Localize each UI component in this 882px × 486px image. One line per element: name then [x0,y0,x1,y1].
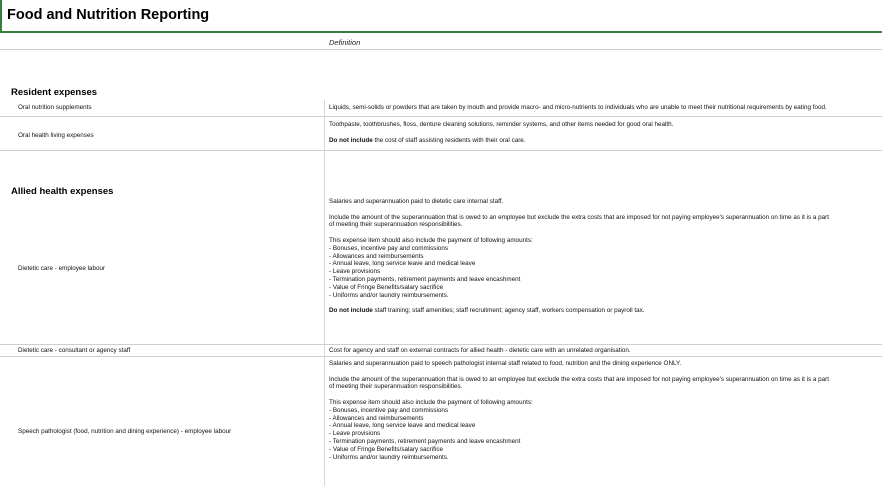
list-item: - Annual leave, long service leave and medical leave [329,260,476,268]
definition-column-header: Definition [329,38,361,47]
list-item: - Allowances and reimbursements [329,414,424,422]
section-heading-allied: Allied health expenses [11,186,114,197]
superannuation-text-cont: of meeting their superannuation responsibilities. [329,383,463,391]
row-divider [0,116,882,117]
list-item: - Allowances and reimbursements [329,252,424,260]
superannuation-text-cont: of meeting their superannuation responsibilities. [329,221,463,229]
list-item: - Bonuses, incentive pay and commissions [329,244,448,252]
list-item: - Annual leave, long service leave and medical leave [329,422,476,430]
list-item: - Termination payments, retirement payments and leave encashment [329,437,521,445]
page-title: Food and Nutrition Reporting [7,7,210,23]
row-label-oral-health: Oral health living expenses [18,132,94,139]
superannuation-text: Include the amount of the superannuation that is owed to an employee but exclude the extra costs that are imposed for not paying employee's superannuation on time as it is a part [329,213,830,221]
list-item: - Value of Fringe Benefits/salary sacrifice [329,283,443,291]
list-item: - Uniforms and/or laundry reimbursements. [329,453,449,461]
exclusion-text [329,137,673,145]
row-label-dietetic-employee: Dietetic care - employee labour [18,265,106,272]
definition-text: Salaries and superannuation paid to speech pathologist internal staff related to food, nutrition and the dining experience ONLY. [329,360,682,367]
list-item: - Value of Fringe Benefits/salary sacrifice [329,445,443,453]
exclusion-bold: Do not include [329,136,373,144]
title-bar [0,0,882,33]
header-divider [0,49,882,50]
list-item: - Leave provisions [329,430,381,438]
definition-text: Toothpaste, toothbrushes, floss, denture cleaning solutions, reminder systems, and other items needed for good oral health. [329,121,674,128]
row-label-dietetic-consultant: Dietetic care - consultant or agency staff [18,347,131,354]
row-label-speech-pathologist: Speech pathologist (food, nutrition and dining experience) - employee labour [18,428,232,435]
list-item: - Leave provisions [329,268,381,276]
exclusion-bold: Do not include [329,307,373,315]
row-divider [0,344,882,345]
list-item: - Bonuses, incentive pay and commissions [329,406,448,414]
row-label-oral-nutrition: Oral nutrition supplements [18,104,92,111]
include-intro: This expense item should also include the payment of following amounts: [329,236,533,244]
row-definition-dietetic-employee [329,198,829,315]
list-item: - Termination payments, retirement payments and leave encashment [329,275,521,283]
column-divider [324,100,325,486]
superannuation-text: Include the amount of the superannuation that is owed to an employee but exclude the extra costs that are imposed for not paying employee's superannuation on time as it is a part [329,375,830,383]
definition-text: Cost for agency and staff on external contracts for allied health - dietetic care with an unrelated organisation. [329,347,631,354]
exclusion-text [329,307,829,315]
row-definition-dietetic-consultant [329,347,631,355]
row-definition-oral-health [329,121,673,144]
row-divider [0,356,882,357]
include-intro: This expense item should also include the payment of following amounts: [329,398,533,406]
definition-text: Liquids, semi-solids or powders that are taken by mouth and provide macro- and micro-nutrients to individuals who are unable to meet their nutritional requirements by eating food. [329,104,827,111]
section-heading-resident: Resident expenses [11,87,98,98]
list-item: - Uniforms and/or laundry reimbursements. [329,291,449,299]
row-definition-oral-nutrition [329,104,827,112]
definition-text: Salaries and superannuation paid to dietetic care internal staff. [329,198,504,205]
row-divider [0,150,882,151]
exclusion-rest: the cost of staff assisting residents with their oral care. [372,136,526,144]
exclusion-rest: staff training; staff amenities; staff recruitment; agency staff, workers compensation or payroll tax. [372,307,645,315]
row-definition-speech-pathologist [329,360,829,461]
